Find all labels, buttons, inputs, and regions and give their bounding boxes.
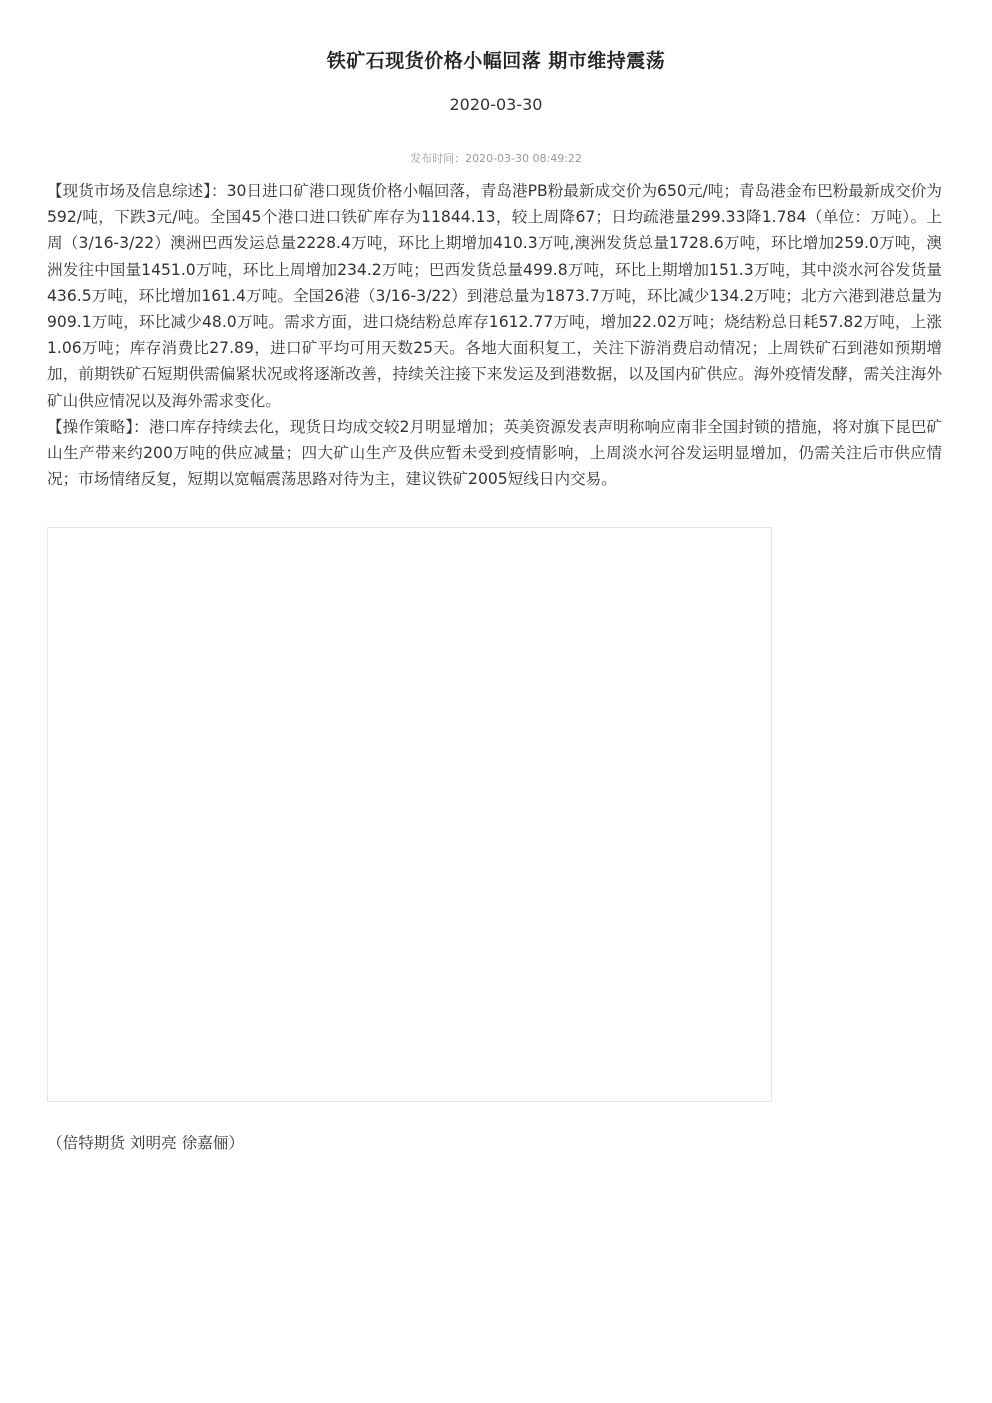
paragraph-strategy: 【操作策略】：港口库存持续去化，现货日均成交较2月明显增加；英美资源发表声明称响应南非全国封锁的措施，将对旗下昆巴矿山生产带来约200万吨的供应减量；四大矿山生产及供应暂未受到疫情影响，上周淡水河谷发运明显增加，仍需关注后市供应情况；市场情绪反复，短期以宽幅震荡思路对待为主，建议铁矿2005短线日内交易。 [47,417,942,489]
article-body [47,178,942,492]
publish-time-value: 2020-03-30 08:49:22 [465,152,582,165]
publish-time-label: 发布时间： [410,152,466,165]
article-image [47,527,772,1102]
paragraph-market-summary: 【现货市场及信息综述】：30日进口矿港口现货价格小幅回落，青岛港PB粉最新成交价为650元/吨；青岛港金布巴粉最新成交价为592/吨，下跌3元/吨。全国45个港口进口铁矿库存为11844.13，较上周降67；日均疏港量299.33降1.784（单位：万吨）。上周（3/16-3/22）澳洲巴西发运总量2228.4万吨，环比上期增加410.3万吨,澳洲发货总量1728.6万吨，环比增加259.0万吨，澳洲发往中国量1451.0万吨，环比上周增加234.2万吨；巴西发货总量499.8万吨，环比上期增加151.3万吨，其中淡水河谷发货量436.5万吨，环比增加161.4万吨。全国26港（3/16-3/22）到港总量为1873.7万吨，环比减少134.2万吨；北方六港到港总量为909.1万吨，环比减少48.0万吨。需求方面，进口烧结粉总库存1612.77万吨，增加22.02万吨；烧结粉总日耗57.82万吨，上涨1.06万吨；库存消费比27.89，进口矿平均可用天数25天。各地大面积复工，关注下游消费启动情况；上周铁矿石到港如预期增加，前期铁矿石短期供需偏紧状况或将逐渐改善，持续关注接下来发运及到港数据，以及国内矿供应。海外疫情发酵，需关注海外矿山供应情况以及海外需求变化。 [47,182,942,410]
article-date: 2020-03-30 [449,95,543,114]
publish-time-line [0,150,992,166]
author-signature: （倍特期货 刘明亮 徐嘉俪） [47,1134,245,1152]
article-title: 铁矿石现货价格小幅回落 期市维持震荡 [326,50,666,72]
